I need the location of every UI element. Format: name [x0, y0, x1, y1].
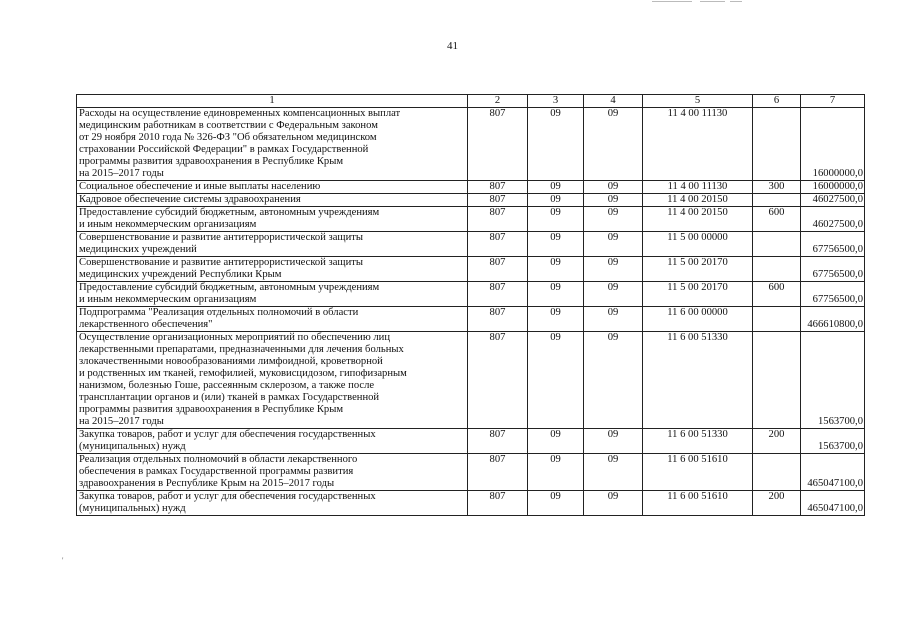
row-amount: 46027500,0: [801, 207, 865, 232]
row-code-subsection: 09: [584, 429, 643, 454]
row-code-expense-type: [753, 108, 801, 181]
row-description: Расходы на осуществление единовременных компенсационных выплат медицинским работникам в соответствии с Федеральным законом от 29 ноября 2010 года № 326-ФЗ "Об обязательном медицинском страховании Российской Федерации" в рамках Государственной программы развития здравоохранения в Республике Крым на 2015–2017 годы: [77, 108, 468, 181]
row-code-section: 09: [528, 194, 584, 207]
scan-artifact-line: [730, 1, 742, 2]
row-code-expense-type: 600: [753, 282, 801, 307]
row-code-section: 09: [528, 429, 584, 454]
row-code-ministry: 807: [468, 207, 528, 232]
row-code-section: 09: [528, 332, 584, 429]
row-code-section: 09: [528, 454, 584, 491]
row-code-expense-type: 300: [753, 181, 801, 194]
row-code-subsection: 09: [584, 181, 643, 194]
row-code-target-article: 11 6 00 00000: [643, 307, 753, 332]
table-row: [77, 454, 865, 491]
row-code-ministry: 807: [468, 232, 528, 257]
row-amount: 67756500,0: [801, 282, 865, 307]
row-amount: 67756500,0: [801, 232, 865, 257]
scan-artifact-line: [652, 1, 692, 2]
row-code-ministry: 807: [468, 194, 528, 207]
row-code-expense-type: 200: [753, 491, 801, 516]
row-code-subsection: 09: [584, 232, 643, 257]
column-header: 1: [77, 95, 468, 108]
row-code-section: 09: [528, 207, 584, 232]
row-code-expense-type: [753, 194, 801, 207]
table-row: [77, 207, 865, 232]
row-description: Социальное обеспечение и иные выплаты населению: [77, 181, 468, 194]
row-amount: 466610800,0: [801, 307, 865, 332]
page-number: 41: [447, 40, 458, 52]
row-code-ministry: 807: [468, 282, 528, 307]
column-header: 3: [528, 95, 584, 108]
row-code-subsection: 09: [584, 454, 643, 491]
row-code-ministry: 807: [468, 429, 528, 454]
row-code-ministry: 807: [468, 491, 528, 516]
column-header: 4: [584, 95, 643, 108]
row-code-expense-type: [753, 454, 801, 491]
table-row: [77, 491, 865, 516]
row-description: Осуществление организационных мероприятий по обеспечению лиц лекарственными препаратами, предназначенными для лечения больных злокачественными новообразованиями лимфоидной, кроветворной и родственных им тканей, гемофилией, муковисцидозом, гипофизарным нанизмом, болезнью Гоше, рассеянным склерозом, а также после трансплантации органов и (или) тканей в рамках Государственной программы развития здравоохранения в Республике Крым на 2015–2017 годы: [77, 332, 468, 429]
row-code-section: 09: [528, 491, 584, 516]
row-code-expense-type: [753, 257, 801, 282]
row-code-subsection: 09: [584, 491, 643, 516]
row-amount: 465047100,0: [801, 454, 865, 491]
row-code-ministry: 807: [468, 108, 528, 181]
table-row: [77, 181, 865, 194]
row-amount: 46027500,0: [801, 194, 865, 207]
table-row: [77, 429, 865, 454]
row-description: Подпрограмма "Реализация отдельных полномочий в области лекарственного обеспечения": [77, 307, 468, 332]
row-description: Совершенствование и развитие антитеррористической защиты медицинских учреждений Республики Крым: [77, 257, 468, 282]
column-header: 2: [468, 95, 528, 108]
row-amount: 16000000,0: [801, 108, 865, 181]
row-description: Закупка товаров, работ и услуг для обеспечения государственных (муниципальных) нужд: [77, 429, 468, 454]
row-code-section: 09: [528, 232, 584, 257]
row-code-subsection: 09: [584, 332, 643, 429]
row-amount: 1563700,0: [801, 429, 865, 454]
row-code-target-article: 11 4 00 20150: [643, 207, 753, 232]
row-code-subsection: 09: [584, 257, 643, 282]
column-header: 5: [643, 95, 753, 108]
row-code-target-article: 11 5 00 20170: [643, 257, 753, 282]
row-description: Предоставление субсидий бюджетным, автономным учреждениям и иным некоммерческим организациям: [77, 282, 468, 307]
row-code-target-article: 11 5 00 20170: [643, 282, 753, 307]
row-code-subsection: 09: [584, 194, 643, 207]
row-code-ministry: 807: [468, 257, 528, 282]
table-row: [77, 332, 865, 429]
row-description: Закупка товаров, работ и услуг для обеспечения государственных (муниципальных) нужд: [77, 491, 468, 516]
row-code-target-article: 11 4 00 11130: [643, 181, 753, 194]
scan-artifact-line: [700, 1, 725, 2]
row-code-ministry: 807: [468, 181, 528, 194]
table-header-row: [77, 95, 865, 108]
row-code-section: 09: [528, 108, 584, 181]
row-code-section: 09: [528, 307, 584, 332]
row-code-section: 09: [528, 181, 584, 194]
row-code-expense-type: [753, 332, 801, 429]
row-code-target-article: 11 5 00 00000: [643, 232, 753, 257]
row-code-subsection: 09: [584, 108, 643, 181]
table-row: [77, 257, 865, 282]
row-description: Кадровое обеспечение системы здравоохранения: [77, 194, 468, 207]
row-code-subsection: 09: [584, 207, 643, 232]
row-code-section: 09: [528, 282, 584, 307]
row-code-target-article: 11 6 00 51330: [643, 429, 753, 454]
row-description: Совершенствование и развитие антитеррористической защиты медицинских учреждений: [77, 232, 468, 257]
column-header: 6: [753, 95, 801, 108]
row-code-target-article: 11 6 00 51330: [643, 332, 753, 429]
row-amount: 1563700,0: [801, 332, 865, 429]
row-code-expense-type: [753, 232, 801, 257]
row-code-ministry: 807: [468, 332, 528, 429]
row-amount: 16000000,0: [801, 181, 865, 194]
row-description: Реализация отдельных полномочий в области лекарственного обеспечения в рамках Государственной программы развития здравоохранения в Республике Крым на 2015–2017 годы: [77, 454, 468, 491]
table-row: [77, 282, 865, 307]
table-row: [77, 108, 865, 181]
row-code-target-article: 11 4 00 20150: [643, 194, 753, 207]
row-code-ministry: 807: [468, 307, 528, 332]
row-code-target-article: 11 4 00 11130: [643, 108, 753, 181]
row-description: Предоставление субсидий бюджетным, автономным учреждениям и иным некоммерческим организациям: [77, 207, 468, 232]
row-code-target-article: 11 6 00 51610: [643, 454, 753, 491]
row-code-target-article: 11 6 00 51610: [643, 491, 753, 516]
row-amount: 67756500,0: [801, 257, 865, 282]
table-row: [77, 307, 865, 332]
row-code-subsection: 09: [584, 307, 643, 332]
row-code-expense-type: 600: [753, 207, 801, 232]
table-row: [77, 194, 865, 207]
row-code-expense-type: 200: [753, 429, 801, 454]
column-header: 7: [801, 95, 865, 108]
budget-table: [76, 94, 865, 516]
row-code-subsection: 09: [584, 282, 643, 307]
table-row: [77, 232, 865, 257]
row-code-section: 09: [528, 257, 584, 282]
row-code-expense-type: [753, 307, 801, 332]
scan-artifact-mark: ': [62, 556, 64, 565]
row-amount: 465047100,0: [801, 491, 865, 516]
row-code-ministry: 807: [468, 454, 528, 491]
